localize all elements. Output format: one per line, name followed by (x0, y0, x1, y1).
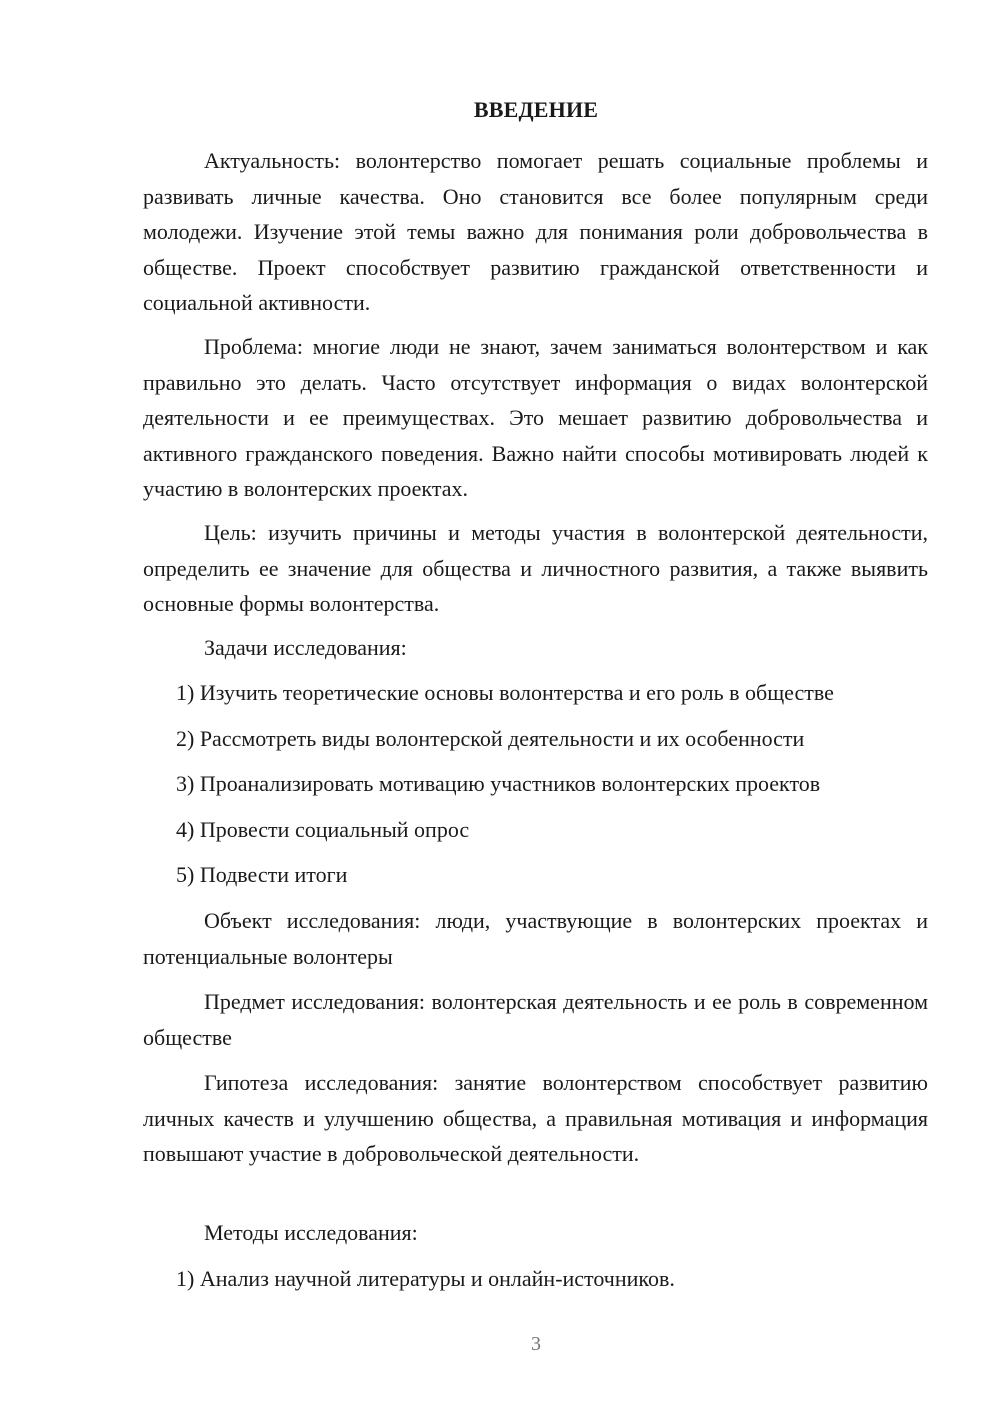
task-item: 3) Проанализировать мотивацию участников волонтерских проектов (176, 771, 821, 796)
goal-paragraph: Цель: изучить причины и методы участия в волонтерской деятельности, определить ее значение для общества и личностного развития, а также выявить основные формы волонтерства. (143, 520, 928, 616)
problem-paragraph: Проблема: многие люди не знают, зачем заниматься волонтерством и как правильно это делать. Часто отсутствует информация о видах волонтерской деятельности и ее преимуществах. Это мешает развитию добровольчества и активного гражданского поведения. Важно найти способы мотивировать людей к участию в волонтерских проектах. (143, 334, 928, 501)
task-item: 1) Изучить теоретические основы волонтерства и его роль в обществе (176, 680, 834, 705)
relevance-paragraph: Актуальность: волонтерство помогает решать социальные проблемы и развивать личные качества. Оно становится все более популярным среди молодежи. Изучение этой темы важно для понимания роли добровольчества в обществе. Проект способствует развитию гражданской ответственности и социальной активности. (143, 148, 928, 315)
methods-heading: Методы исследования: (204, 1220, 418, 1245)
tasks-heading: Задачи исследования: (204, 635, 407, 660)
object-paragraph: Объект исследования: люди, участвующие в волонтерских проектах и потенциальные волонтеры (143, 908, 928, 969)
task-item: 4) Провести социальный опрос (176, 817, 470, 842)
page-number: 3 (531, 1333, 541, 1355)
method-item: 1) Анализ научной литературы и онлайн-источников. (176, 1266, 675, 1291)
subject-paragraph: Предмет исследования: волонтерская деятельность и ее роль в современном обществе (143, 989, 928, 1050)
page-title: ВВЕДЕНИЕ (473, 97, 599, 122)
task-item: 5) Подвести итоги (176, 862, 348, 887)
task-item: 2) Рассмотреть виды волонтерской деятельности и их особенности (176, 726, 805, 751)
hypothesis-paragraph: Гипотеза исследования: занятие волонтерством способствует развитию личных качеств и улучшению общества, а правильная мотивация и информация повышают участие в добровольческой деятельности. (143, 1070, 928, 1166)
